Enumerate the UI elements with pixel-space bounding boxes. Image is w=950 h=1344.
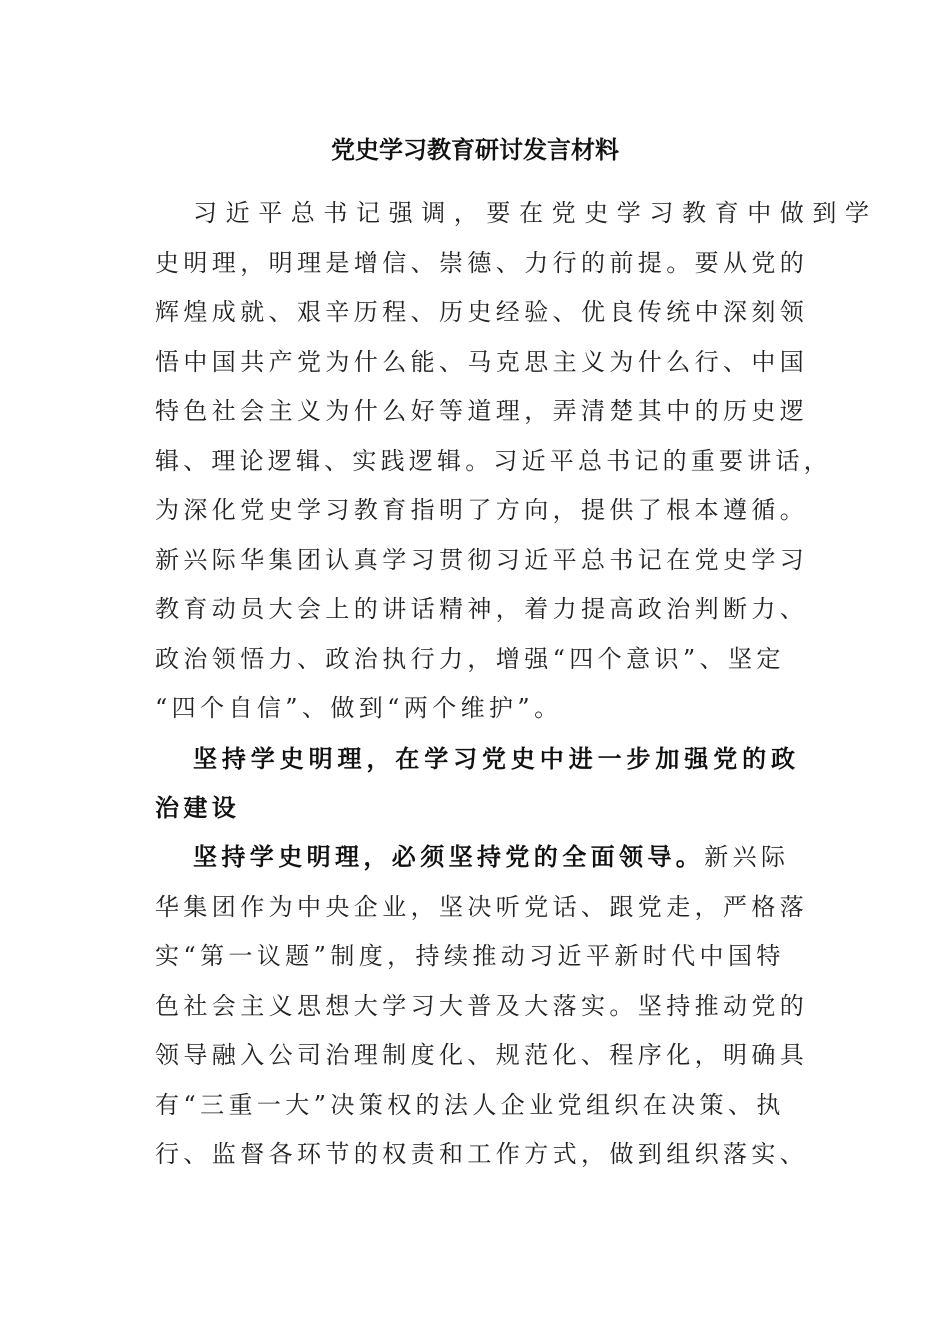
paragraph-1-line-1: 习近平总书记强调，要在党史学习教育中做到学 xyxy=(193,199,878,227)
paragraph-2-lead-bold: 坚持学史明理，必须坚持党的全面领导。 xyxy=(193,843,705,871)
paragraph-2-line-1 xyxy=(193,837,789,877)
document-title: 党史学习教育研讨发言材料 xyxy=(331,136,619,164)
paragraph-1-line-6: 辑、理论逻辑、实践逻辑。习近平总书记的重要讲话， xyxy=(155,447,832,475)
paragraph-2-lead-rest: 新兴际 xyxy=(704,843,790,871)
paragraph-1-line-8: 新兴际华集团认真学习贯彻习近平总书记在党史学习 xyxy=(155,546,809,574)
paragraph-1-line-2: 史明理，明理是增信、崇德、力行的前提。要从党的 xyxy=(155,249,809,277)
paragraph-2-line-5: 领导融入公司治理制度化、规范化、程序化，明确具 xyxy=(155,1041,809,1069)
paragraph-2-line-6: 有“三重一大”决策权的法人企业党组织在决策、执 xyxy=(155,1091,785,1119)
paragraph-1-line-9: 教育动员大会上的讲话精神，着力提高政治判断力、 xyxy=(155,595,809,623)
paragraph-2-line-4: 色社会主义思想大学习大普及大落实。坚持推动党的 xyxy=(155,992,809,1020)
section-heading-line-1: 坚持学史明理，在学习党史中进一步加强党的政 xyxy=(193,745,800,773)
paragraph-1-line-10: 政治领悟力、政治执行力，增强“四个意识”、坚定 xyxy=(155,645,785,673)
paragraph-1-line-7: 为深化党史学习教育指明了方向，提供了根本遵循。 xyxy=(155,496,809,524)
paragraph-1-line-11: “四个自信”、做到“两个维护”。 xyxy=(155,694,563,722)
paragraph-1-line-4: 悟中国共产党为什么能、马克思主义为什么行、中国 xyxy=(155,348,809,376)
paragraph-2-line-2: 华集团作为中央企业，坚决听党话、跟党走，严格落 xyxy=(155,893,809,921)
paragraph-2-line-3: 实“第一议题”制度，持续推动习近平新时代中国特 xyxy=(155,942,785,970)
paragraph-1-line-3: 辉煌成就、艰辛历程、历史经验、优良传统中深刻领 xyxy=(155,298,809,326)
paragraph-1-line-5: 特色社会主义为什么好等道理，弄清楚其中的历史逻 xyxy=(155,397,809,425)
paragraph-2-line-7: 行、监督各环节的权责和工作方式，做到组织落实、 xyxy=(155,1140,809,1168)
section-heading-line-2: 治建设 xyxy=(155,794,241,822)
